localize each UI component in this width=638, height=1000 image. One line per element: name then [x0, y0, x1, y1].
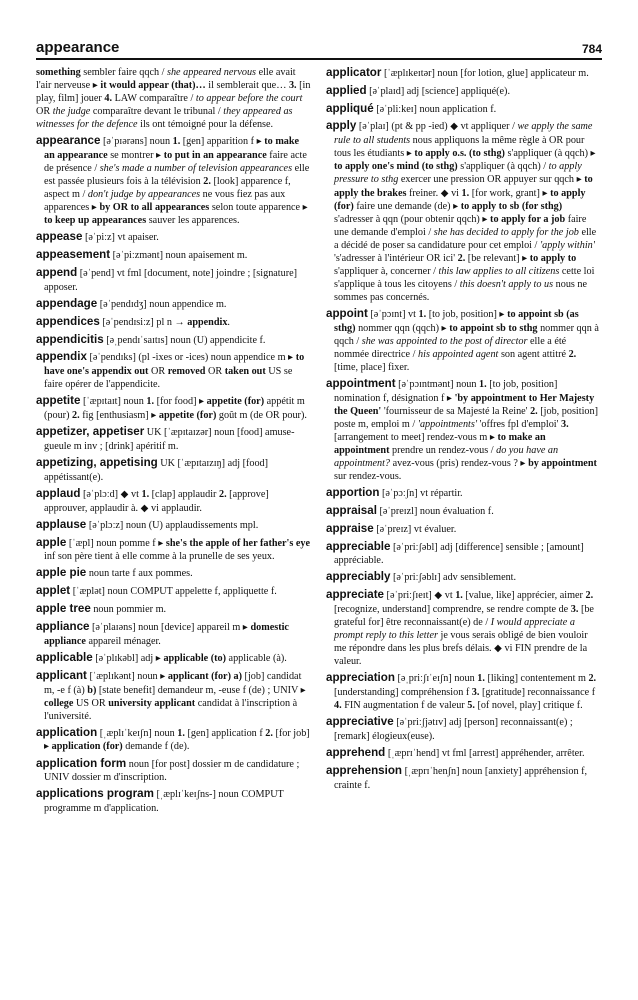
dictionary-entry: [36, 315, 312, 330]
dictionary-entry: [326, 377, 602, 483]
dictionary-entry: [36, 787, 312, 815]
entry-definition: [əˈpreɪzl] noun évaluation f.: [376, 505, 494, 517]
entry-definition: [əˈpriːʃəbl] adj [difference] sensible ; [amount] appréciable.: [334, 541, 584, 567]
entry-definition: something sembler faire qqch / she appeared nervous elle avait l'air nerveuse ▸ it would appear (that)… il semblerait que… 3. [in play, film] jouer 4. LAW comparaître / to appear before the court OR the judge comparaître devant le tribunal / they appeared as witnesses for the defence ils ont témoigné pour la défense.: [36, 67, 311, 131]
entry-headword: appendices: [36, 314, 100, 328]
dictionary-entry: [36, 518, 312, 533]
entry-definition: [ˈæplɪkeɪtər] noun [for lotion, glue] applicateur m.: [381, 68, 589, 79]
entry-definition: [ˈæpl] noun pomme f ▸ she's the apple of her father's eye inf son père tient à elle comme à la prunelle de ses yeux.: [44, 537, 311, 563]
entry-headword: appease: [36, 230, 83, 244]
entry-headword: appointment: [326, 376, 396, 390]
entry-definition: [ˌæplɪˈkeɪʃn] noun 1. [gen] application f 2. [for job] ▸ application (for) demande f (de).: [44, 727, 310, 753]
entry-headword: appendix: [36, 350, 87, 364]
entry-headword: apply: [326, 119, 357, 133]
entry-definition: [əˈpiːz] vt apaiser.: [82, 232, 159, 244]
entry-definition: [ˌæprɪˈhenʃn] noun [anxiety] appréhension f, crainte f.: [334, 765, 588, 791]
entry-headword: appetite: [36, 394, 81, 408]
entry-definition: [əˈpɔɪntmənt] noun 1. [to job, position] nomination f, désignation f ▸ 'by appointment to Her Majesty the Queen' 'fournisseur de sa Majesté la Reine' 2. [job, position] poste m, emploi m / 'appointments' 'offres fpl d'emploi' 3. [arrangement to meet] rendez-vous m ▸ to make an appointment prendre un rendez-vous / do you have an appointment? avez-vous (pris) rendez-vous ? ▸ by appointment sur rendez-vous.: [334, 378, 598, 483]
left-column: [36, 66, 312, 818]
entry-definition: [əˈplaɪəns] noun [device] appareil m ▸ domestic appliance appareil ménager.: [44, 621, 289, 647]
dictionary-entry: [326, 504, 602, 519]
dictionary-entry: [326, 66, 602, 81]
entry-headword: application: [36, 725, 98, 739]
entry-headword: applications program: [36, 787, 154, 801]
entry-definition: [əˈpriːʃəblɪ] adv sensiblement.: [390, 572, 517, 584]
dictionary-entry: [36, 651, 312, 666]
entry-definition: [əˈpiːzmənt] noun apaisement m.: [110, 250, 248, 262]
dictionary-entry: [36, 266, 312, 294]
entry-definition: [əˈpɔɪnt] vt 1. [to job, position] ▸ to appoint sb (as sthg) nommer qqn (qqch) ▸ to appoint sb to sthg nommer qqn à qqch / she was appointed to the post of director elle a été nommée directrice / his appointed agent son agent attitré 2. [time, place] fixer.: [334, 308, 599, 373]
entry-definition: [ˈæplət] noun COMPUT appelette f, appliquette f.: [70, 586, 277, 598]
dictionary-entry: [326, 715, 602, 743]
entry-definition: [əˈplɔːd] ◆ vt 1. [clap] applaudir 2. [approve] approuver, applaudir à. ◆ vi applaudir.: [44, 488, 269, 514]
entry-definition: [əˈplaɪ] (pt & pp -ied) ◆ vt appliquer / we apply the same rule to all students nous appliquons la même règle à OR pour tous les étudiants ▸ to apply o.s. (to sthg) s'appliquer (à qqch) ▸ to apply one's mind (to sthg) s'appliquer (à qqch) / to apply pressure to sthg exercer une pression OR appuyer sur qqch ▸ to apply the brakes freiner. ◆ vi 1. [for work, grant] ▸ to apply (for) faire une demande (de) ▸ to apply to sb (for sthg) s'adresser à qqn (pour obtenir qqch) ▸ to apply for a job faire une demande d'emploi / she has decided to apply for the job elle a décidé de poser sa candidature pour cet emploi / 'apply within' 's'adresser à l'intérieur OR ici' 2. [be relevant] ▸ to apply to s'appliquer à, concerner / this law applies to all citizens cette loi s'applique à tous les citoyens / this doesn't apply to us nous ne sommes pas concernés.: [334, 121, 597, 303]
entry-headword: appeasement: [36, 248, 111, 262]
entry-headword: apprehension: [326, 763, 403, 777]
dictionary-entry: [326, 671, 602, 712]
dictionary-entry: [36, 297, 312, 312]
dictionary-entry: [36, 487, 312, 515]
dictionary-entry: [326, 102, 602, 117]
entry-headword: appreciation: [326, 671, 395, 685]
dictionary-entry: [36, 669, 312, 723]
entry-definition: [əˈpendɪks] (pl -ixes or -ices) noun appendice m ▸ to have one's appendix out OR removed OR taken out US se faire opérer de l'appendicite.: [44, 352, 305, 391]
dictionary-entry: [36, 333, 312, 348]
entry-definition: [əˈplɪkəbl] adj ▸ applicable (to) applicable (à).: [92, 652, 287, 664]
dictionary-entry: [36, 602, 312, 617]
entry-headword: applaud: [36, 486, 81, 500]
dictionary-entry: [326, 84, 602, 99]
entry-definition: [əˈpendɪdʒ] noun appendice m.: [97, 298, 227, 310]
entry-headword: applause: [36, 517, 87, 531]
entry-definition: [ˈæplɪkənt] noun ▸ applicant (for) a) [job] candidat m, -e f (à) b) [state benefit] demandeur m, -euse f (de) ; UNIV ▸ college US OR university applicant candidat à l'inscription à l'université.: [44, 670, 306, 722]
dictionary-entry: [36, 566, 312, 581]
dictionary-entry: [36, 394, 312, 422]
dictionary-entry: [326, 307, 602, 374]
entry-headword: apple tree: [36, 602, 91, 616]
dictionary-entry: [36, 425, 312, 453]
dictionary-entry: [326, 119, 602, 303]
dictionary-entry: [36, 620, 312, 648]
dictionary-entry: [36, 456, 312, 484]
entry-headword: apprehend: [326, 746, 386, 760]
entry-headword: appendicitis: [36, 332, 104, 346]
entry-headword: application form: [36, 756, 127, 770]
entry-definition: noun [for post] dossier m de candidature ; UNIV dossier m d'inscription.: [44, 758, 300, 784]
page-header: [36, 36, 602, 56]
entry-headword: appoint: [326, 306, 368, 320]
entry-definition: [əˈplɔːz] noun (U) applaudissements mpl.: [86, 519, 259, 531]
dictionary-entry: [326, 486, 602, 501]
dictionary-entry: [36, 134, 312, 227]
dictionary-entry: [36, 536, 312, 564]
entry-headword: applicant: [36, 668, 87, 682]
entry-definition: [ˈæpɪtaɪt] noun 1. [for food] ▸ appetite (for) appétit m (pour) 2. fig [enthusiasm] ▸ appetite (for) goût m (de OR pour).: [44, 396, 307, 422]
dictionary-entry: [36, 757, 312, 785]
entry-headword: appetizer, appetiser: [36, 425, 145, 439]
entry-headword: append: [36, 266, 78, 279]
entry-definition: [əˌpendɪˈsaɪtɪs] noun (U) appendicite f.: [103, 334, 266, 346]
dictionary-entry: [326, 570, 602, 585]
entry-definition: [əˈpreɪz] vt évaluer.: [373, 523, 457, 535]
entry-headword: appliance: [36, 619, 90, 633]
dictionary-entry: [36, 66, 312, 131]
entry-definition: [əˈpliːkeɪ] noun application f.: [373, 103, 497, 115]
entry-definition: [ˌæplɪˈkeɪʃns-] noun COMPUT programme m d'application.: [44, 789, 284, 815]
entry-definition: [ˌæprɪˈhend] vt fml [arrest] appréhender, arrêter.: [385, 748, 585, 760]
entry-definition: UK [ˈæpɪtaɪzɪŋ] adj [food] appétissant(e).: [44, 458, 269, 483]
entry-definition: UK [ˈæpɪtaɪzər] noun [food] amuse-gueule m inv ; [drink] apéritif m.: [44, 427, 295, 452]
entry-definition: noun pommier m.: [90, 604, 167, 616]
dictionary-entry: [326, 764, 602, 792]
entry-headword: applied: [326, 83, 367, 97]
entry-definition: [əˈpendɪsiːz] pl n → appendix.: [99, 316, 230, 328]
dictionary-entry: [36, 584, 312, 599]
entry-headword: appreciate: [326, 588, 384, 602]
entry-definition: [əˈpɔːʃn] vt répartir.: [379, 488, 463, 500]
entry-headword: applicable: [36, 650, 93, 664]
entry-headword: apportion: [326, 486, 380, 500]
guide-word: appearance: [36, 39, 120, 56]
entry-headword: appraise: [326, 521, 374, 535]
entry-definition: [əˈpriːʃɪeɪt] ◆ vt 1. [value, like] apprécier, aimer 2. [recognize, understand] comprendre, se rendre compte de 3. [be grateful for] être reconnaissant(e) de / I would appreciate a prompt reply to this letter je vous serais obligé de bien vouloir me répondre dans les plus brefs délais. ◆ vi FIN prendre de la valeur.: [334, 590, 594, 668]
entry-definition: [əˈpend] vt fml [document, note] joindre ; [signature] apposer.: [44, 268, 298, 293]
entry-headword: appendage: [36, 296, 98, 310]
entry-headword: appraisal: [326, 503, 377, 517]
header-rule: [36, 58, 602, 60]
entry-definition: [əˈpɪərəns] noun 1. [gen] apparition f ▸ to make an appearance se montrer ▸ to put in an appearance faire acte de présence / she's made a number of television appearances elle est passée plusieurs fois à la télévision 2. [look] apparence f, aspect m / don't judge by appearances ne vous fiez pas aux apparences ▸ by OR to all appearances selon toute apparence ▸ to keep up appearances sauver les apparences.: [44, 136, 310, 227]
dictionary-entry: [326, 588, 602, 668]
entry-headword: appreciably: [326, 570, 391, 584]
dictionary-entry: [326, 746, 602, 761]
dictionary-entry: [326, 522, 602, 537]
dictionary-entry: [36, 248, 312, 263]
entry-headword: appreciable: [326, 539, 391, 553]
dictionary-entry: [36, 350, 312, 391]
entry-headword: appetizing, appetising: [36, 456, 158, 470]
entry-definition: [əˈpriːʃjətɪv] adj [person] reconnaissant(e) ; [remark] élogieux(euse).: [334, 717, 573, 743]
entry-headword: apple: [36, 535, 67, 549]
page-number: 784: [581, 42, 602, 56]
dictionary-entry: [36, 726, 312, 754]
entry-definition: [əˌpriːʃɪˈeɪʃn] noun 1. [liking] contentement m 2. [understanding] compréhension f 3. [gratitude] reconnaissance f 4. FIN augmentation f de valeur 5. [of novel, play] critique f.: [334, 673, 597, 712]
entry-headword: applicator: [326, 66, 382, 79]
entry-definition: [əˈplaɪd] adj [science] appliqué(e).: [366, 85, 510, 97]
right-column: [326, 66, 602, 795]
entry-headword: appreciative: [326, 715, 394, 729]
entry-headword: appliqué: [326, 101, 374, 115]
entry-headword: appearance: [36, 134, 101, 148]
entry-headword: applet: [36, 584, 71, 598]
entry-definition: noun tarte f aux pommes.: [86, 568, 193, 580]
entry-headword: apple pie: [36, 566, 87, 580]
dictionary-entry: [36, 230, 312, 245]
dictionary-entry: [326, 540, 602, 568]
